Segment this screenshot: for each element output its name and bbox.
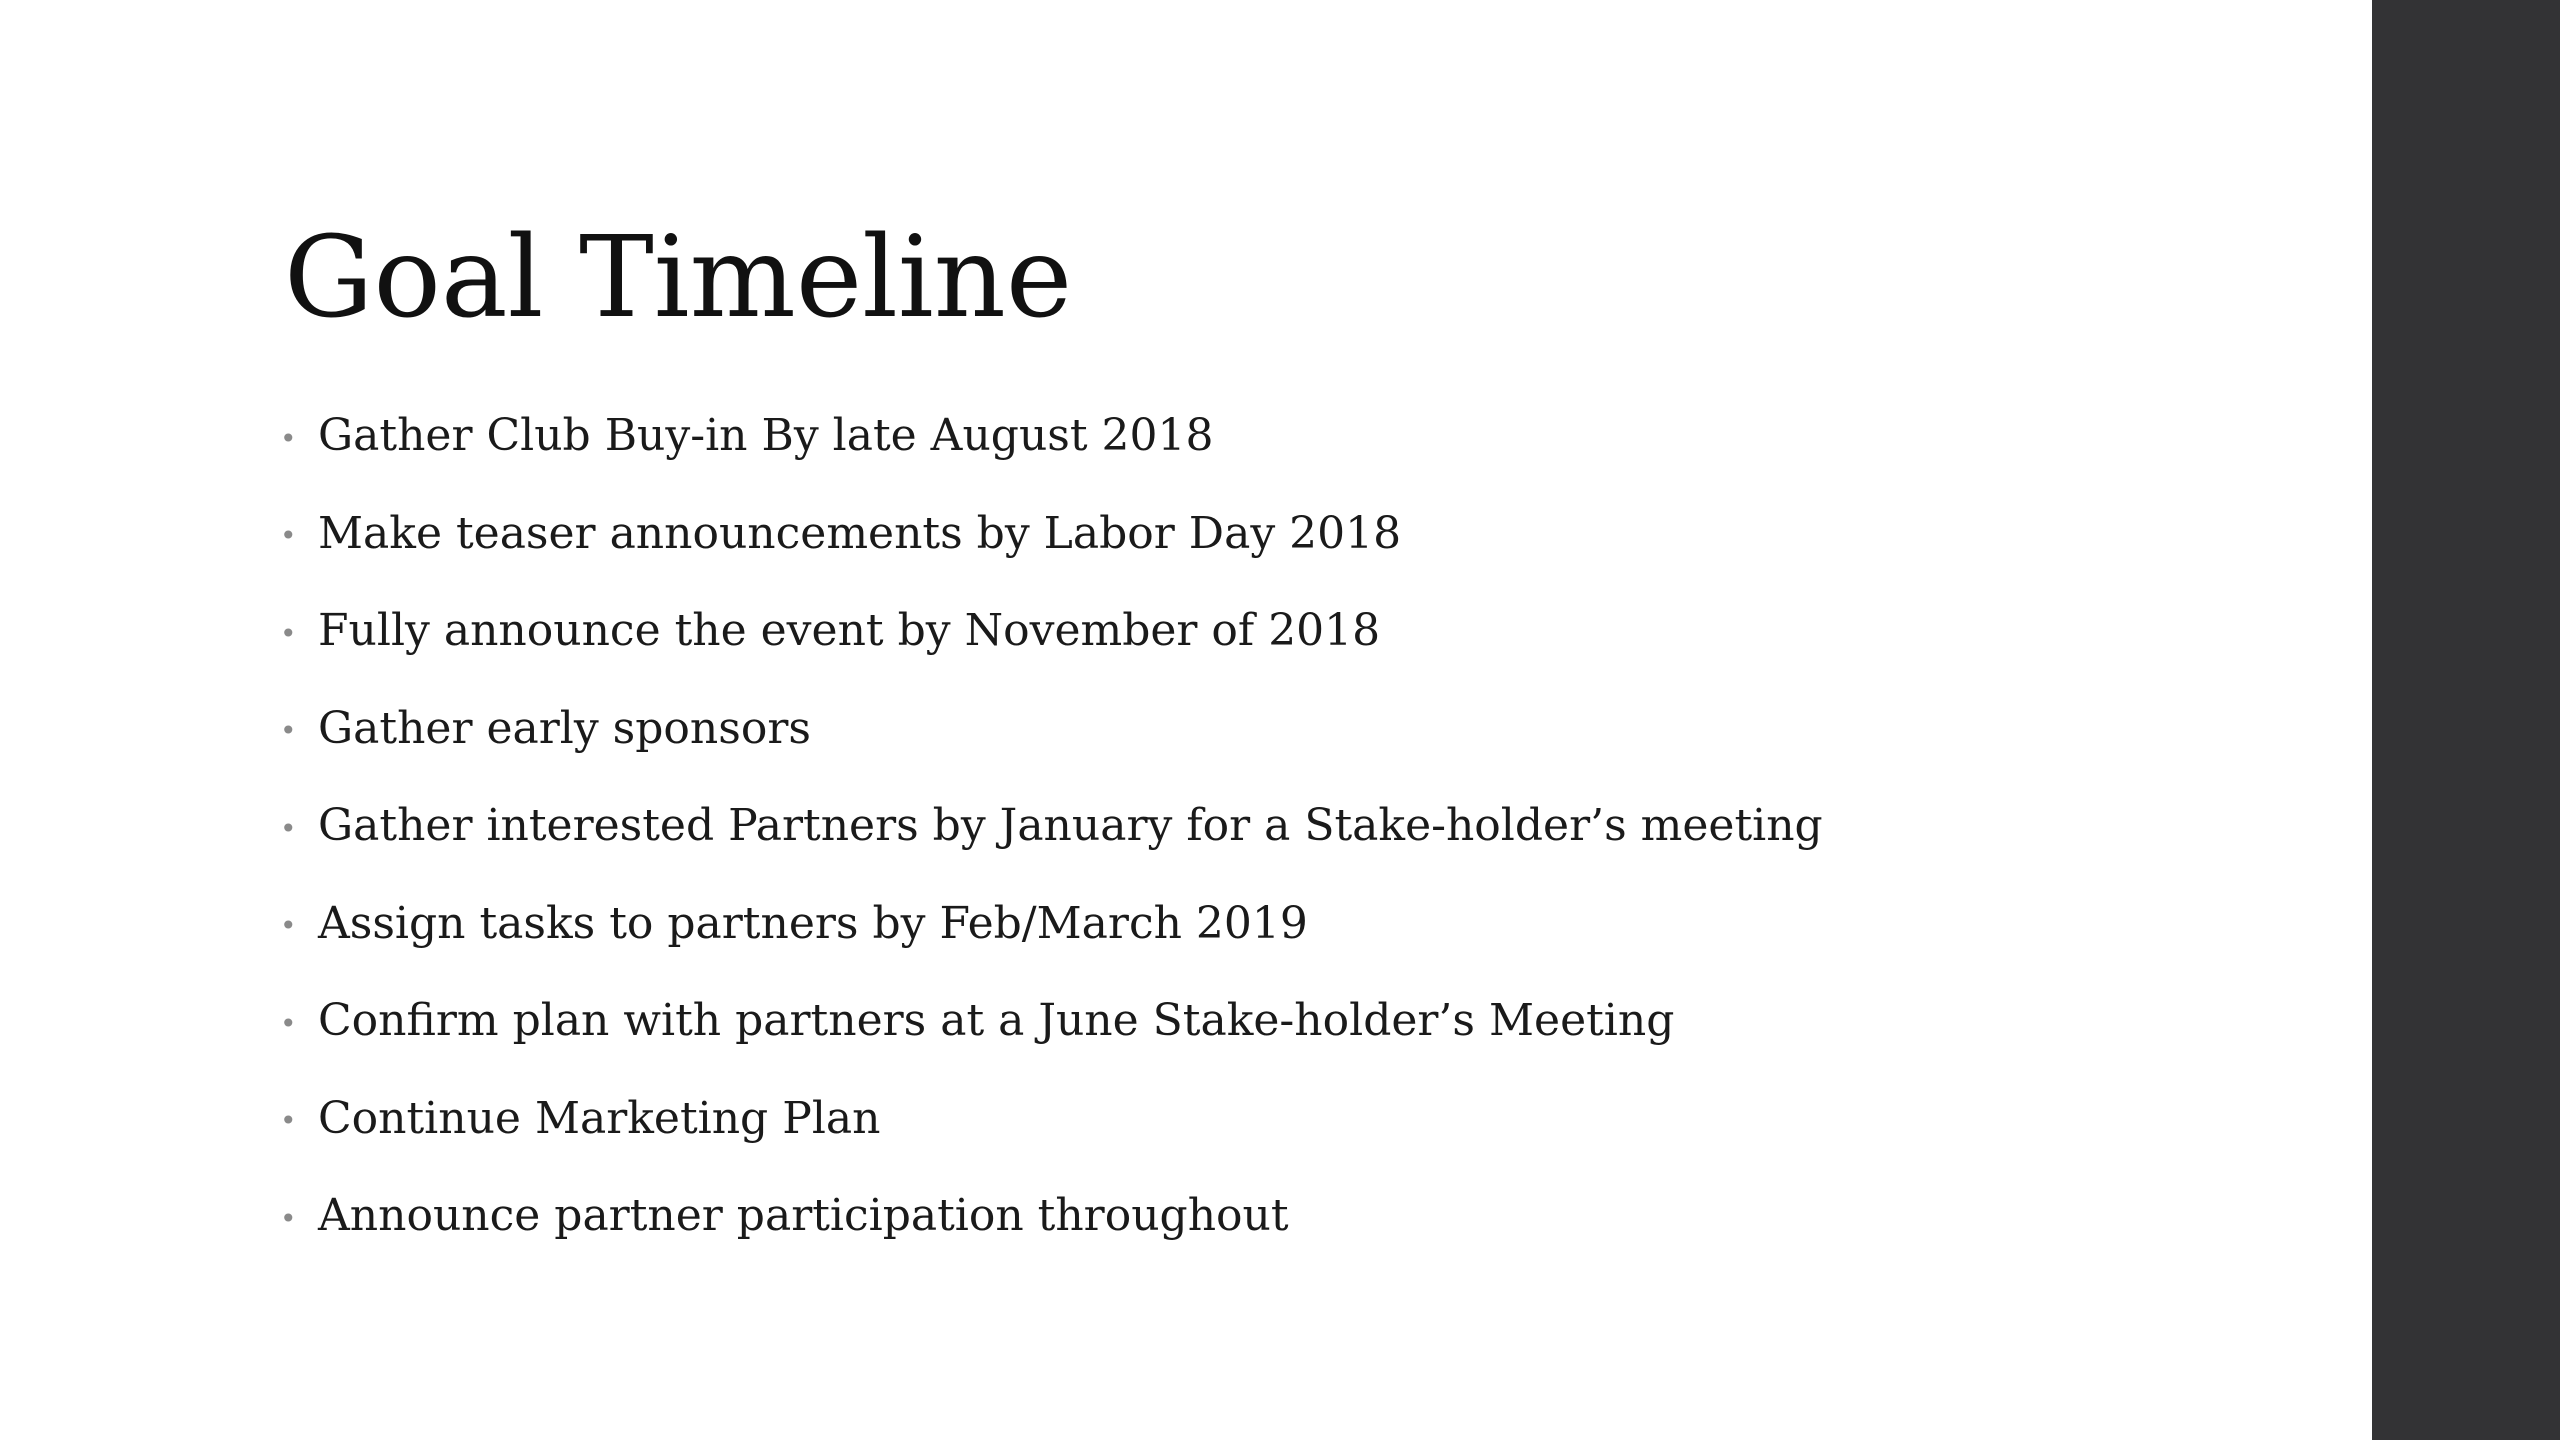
side-bar bbox=[2372, 0, 2560, 1440]
bullet-icon: • bbox=[280, 1006, 297, 1040]
list-item bbox=[280, 486, 1823, 584]
bullet-icon: • bbox=[280, 1104, 297, 1138]
bullet-icon: • bbox=[280, 909, 297, 943]
bullet-text: Confirm plan with partners at a June Stake-holder’s Meeting bbox=[318, 995, 1675, 1047]
bullet-icon: • bbox=[280, 616, 297, 650]
list-item bbox=[280, 876, 1823, 974]
bullet-list bbox=[280, 388, 1823, 1266]
bullet-text: Gather interested Partners by January for a Stake-holder’s meeting bbox=[318, 800, 1823, 852]
bullet-text: Continue Marketing Plan bbox=[318, 1092, 881, 1144]
list-item bbox=[280, 1168, 1823, 1266]
list-item bbox=[280, 1071, 1823, 1169]
bullet-text: Fully announce the event by November of 2018 bbox=[318, 605, 1381, 657]
bullet-icon: • bbox=[280, 714, 297, 748]
bullet-text: Gather early sponsors bbox=[318, 702, 811, 754]
bullet-icon: • bbox=[280, 1201, 297, 1235]
bullet-icon: • bbox=[280, 421, 297, 455]
bullet-text: Gather Club Buy-in By late August 2018 bbox=[318, 410, 1214, 462]
bullet-text: Announce partner participation throughout bbox=[318, 1190, 1289, 1242]
bullet-icon: • bbox=[280, 811, 297, 845]
list-item bbox=[280, 973, 1823, 1071]
list-item bbox=[280, 778, 1823, 876]
bullet-text: Make teaser announcements by Labor Day 2018 bbox=[318, 507, 1402, 559]
bullet-icon: • bbox=[280, 519, 297, 553]
list-item bbox=[280, 583, 1823, 681]
bullet-text: Assign tasks to partners by Feb/March 2019 bbox=[318, 897, 1308, 949]
list-item bbox=[280, 388, 1823, 486]
slide-title: Goal Timeline bbox=[284, 213, 1073, 343]
list-item bbox=[280, 681, 1823, 779]
